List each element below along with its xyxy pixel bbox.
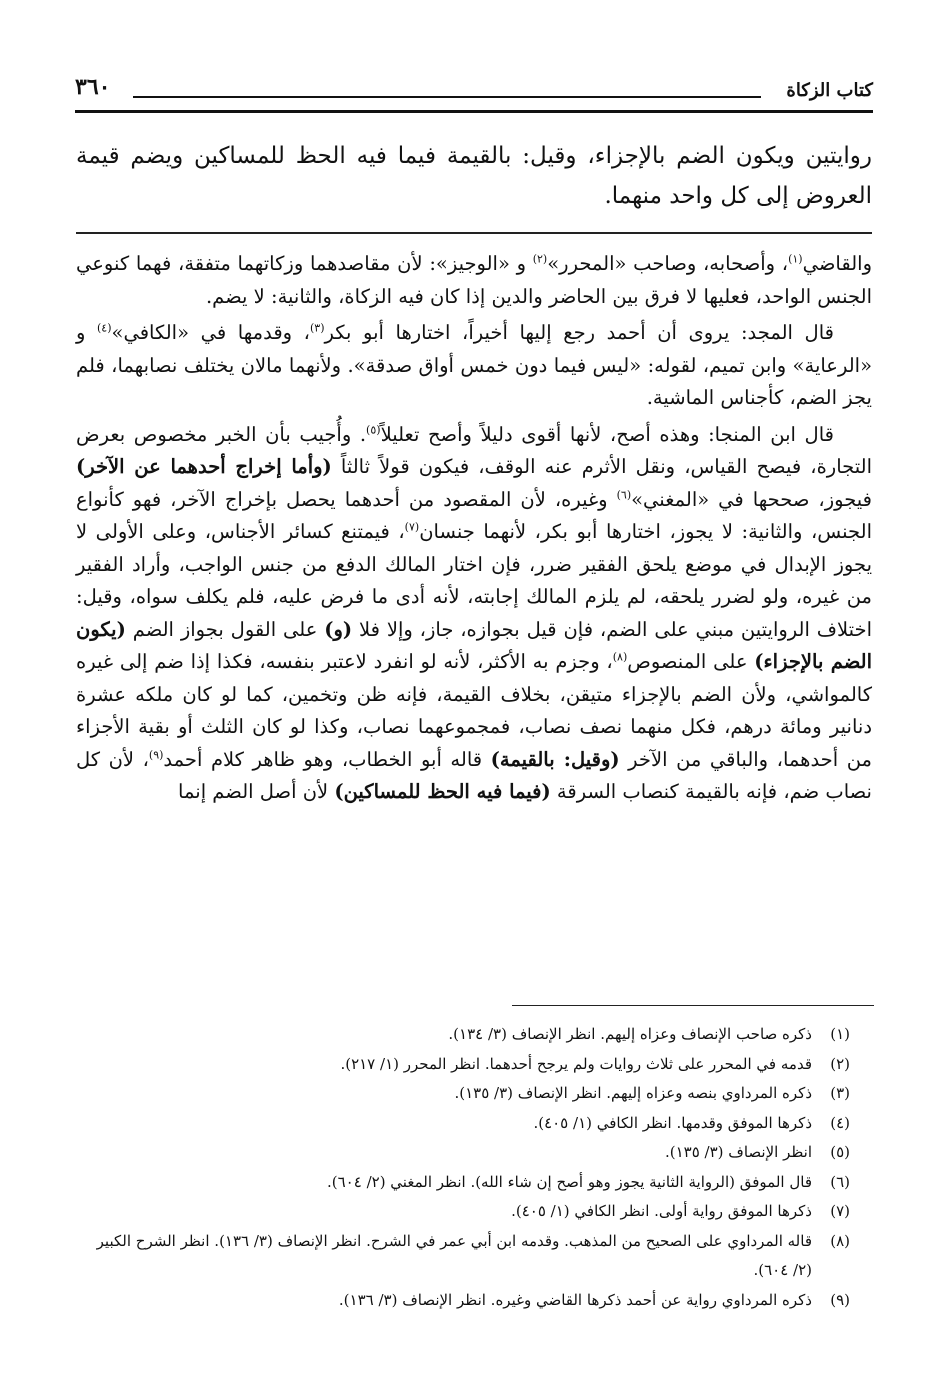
footnote-text: قدمه في المحرر على ثلاث روايات ولم يرجح أحدهما. انظر المحرر (١/ ٢١٧). xyxy=(340,1054,812,1073)
commentary-paragraph xyxy=(76,317,872,415)
commentary-segment: وغيره، لأن المقصود من أحدهما يحصل بإخراج الآخر، فهو كأنواع الجنس، والثانية: لا يجوز، اختارها أبو بكر، لأنهما جنسان xyxy=(76,487,873,543)
footnote-ref: (٢) xyxy=(532,252,548,266)
matn-divider xyxy=(76,232,872,234)
running-title: كتاب الزكاة xyxy=(786,80,873,101)
commentary-paragraph xyxy=(76,419,872,809)
commentary-segment: لأن أصل الضم إنما xyxy=(178,780,335,803)
footnote-ref: (٤) xyxy=(97,321,112,335)
commentary-segment: ، وأصحابه، وصاحب «المحرر» xyxy=(547,252,789,275)
commentary-segment: . وأُجيب بأن الخبر مخصوص بعرض التجارة، فيصح القياس، ونقل الأثرم عنه الوقف، فيكون قولاً ثالثاً xyxy=(76,422,872,478)
header-rule xyxy=(133,96,761,98)
footnote-number: (٢) xyxy=(830,1054,850,1073)
footnote-number: (٧) xyxy=(830,1202,850,1220)
page-number: ٣٦٠ xyxy=(75,74,111,100)
matn-quote: (و) xyxy=(324,617,353,641)
commentary-segment: قال المجد: يروى أن أحمد رجع إليها أخيراً، اختارها أبو بكر xyxy=(324,321,834,344)
footnote xyxy=(90,1227,850,1286)
footnote-number: (٥) xyxy=(830,1143,850,1161)
footnote-ref: (٧) xyxy=(404,520,420,534)
footnote-divider xyxy=(512,1005,874,1006)
matn-quote: (يكون الضم بالإجزاء) xyxy=(76,617,872,673)
commentary-paragraph xyxy=(76,248,872,313)
footnote-ref: (٦) xyxy=(616,488,632,501)
commentary-segment: قاله أبو الخطاب، وهو ظاهر كلام أحمد xyxy=(163,747,491,771)
footnote-number: (٦) xyxy=(830,1172,850,1191)
matn-quote: (فيما فيه الحظ للمساكين) xyxy=(334,780,551,803)
footnote xyxy=(90,1286,850,1316)
footnote xyxy=(90,1050,850,1080)
header-divider xyxy=(75,110,873,113)
commentary-segment: ، فيمتنع كسائر الأجناس، وعلى الأولى لا يجوز الإبدال في موضع يلحق الفقير ضرر، فإن اختار المالك الدفع من جنس الواجب، وأراد الفقير من غيره، ولو لضرر يلحقه، لم يلزم المالك إجابته، لأنه أدى ما فرض عليه، فلم يكلف سواه، وقيل: اختلاف الروايتين مبني على الضم، فإن قيل بجوازه، جاز، وإلا فلا xyxy=(76,520,872,641)
footnote xyxy=(90,1109,850,1139)
footnote-text: ذكره المرداوي رواية عن أحمد ذكرها القاضي وغيره. انظر الإنصاف (٣/ ١٣٦). xyxy=(338,1290,812,1309)
footnote-ref: (٣) xyxy=(309,321,325,335)
commentary-segment: ، وقدمها في «الكافي» xyxy=(111,321,310,344)
footnote-ref: (١) xyxy=(788,252,803,266)
commentary-segment: قال ابن المنجا: وهذه أصح، لأنها أقوى دليلاً وأصح تعليلاً xyxy=(380,422,834,446)
commentary-segment: والقاضي xyxy=(802,252,872,275)
commentary-segment: على القول بجواز الضم xyxy=(125,617,325,641)
matn-quote: (وقيل: بالقيمة) xyxy=(490,747,620,771)
footnotes xyxy=(90,1020,850,1315)
footnote-text: ذكره صاحب الإنصاف وعزاه إليهم. انظر الإنصاف (٣/ ١٣٤). xyxy=(448,1025,812,1043)
commentary-segment: فيجوز، صححها في «المغني» xyxy=(631,487,872,511)
footnote-number: (٨) xyxy=(830,1231,850,1250)
matn-text: روايتين ويكون الضم بالإجزاء، وقيل: بالقيمة فيما فيه الحظ للمساكين ويضم قيمة العروض إلى كل واحد منهما. xyxy=(76,143,872,209)
commentary-segment: ، لأن كل نصاب ضم، فإنه بالقيمة كنصاب السرقة xyxy=(76,747,872,803)
footnote-number: (٤) xyxy=(830,1113,850,1132)
footnote-number: (٩) xyxy=(830,1290,850,1309)
footnote xyxy=(90,1138,850,1168)
commentary-text xyxy=(76,248,872,813)
commentary-segment: و «الرعاية» وابن تميم، لقوله: «ليس فيما دون خمس أواق صدقة». ولأنهما مالان يختلف نصابهما، فلم يجز الضم، كأجناس الماشية. xyxy=(76,321,872,409)
footnote xyxy=(90,1079,850,1109)
footnote-text: انظر الإنصاف (٣/ ١٣٥). xyxy=(664,1143,812,1161)
footnote xyxy=(90,1168,850,1198)
page-header xyxy=(75,70,873,110)
footnote-number: (٣) xyxy=(830,1084,850,1102)
footnote-text: ذكرها الموفق وقدمها. انظر الكافي (١/ ٤٠٥). xyxy=(533,1113,812,1132)
matn-quote: (وأما إخراج أحدهما عن الآخر) xyxy=(76,455,332,478)
footnote-text: ذكرها الموفق رواية أولى. انظر الكافي (١/ ٤٠٥). xyxy=(511,1202,812,1220)
commentary-segment: ، وجزم به الأكثر، لأنه لو انفرد لاعتبر بنفسه، فكذا إذا ضم إلى غيره كالمواشي، ولأن الضم بالإجزاء متيقن، بخلاف القيمة، فإنه ظن وتخمين، كما لو كان ملكه عشرة دنانير ومائة درهم، فكل منهما نصف نصاب، فمجموعهما نصاب، وكذا لو كان الثلث أو بقية الأجزاء من أحدهما، والباقي من الآخر xyxy=(76,650,872,771)
commentary-segment: و «الوجيز»: لأن مقاصدهما وزكاتهما متفقة، فهما كنوعي الجنس الواحد، فعليها لا فرق بين الحاضر والدين إذا كان فيه الزكاة، والثانية: لا يضم. xyxy=(76,252,872,308)
footnote xyxy=(90,1020,850,1050)
footnote xyxy=(90,1197,850,1227)
footnote-ref: (٥) xyxy=(366,423,381,436)
footnote-text: قاله المرداوي على الصحيح من المذهب. وقدمه ابن أبي عمر في الشرح. انظر الإنصاف (٣/ ١٣٦). انظر الشرح الكبير (٢/ ٦٠٤). xyxy=(96,1231,812,1279)
commentary-segment: على المنصوص xyxy=(627,650,755,673)
footnote-number: (١) xyxy=(830,1025,850,1043)
footnote-text: ذكره المرداوي بنصه وعزاه إليهم. انظر الإنصاف (٣/ ١٣٥). xyxy=(454,1084,812,1102)
footnote-text: قال الموفق (الرواية الثانية يجوز وهو أصح إن شاء الله). انظر المغني (٢/ ٦٠٤). xyxy=(327,1172,812,1191)
footnote-ref: (٩) xyxy=(148,748,164,761)
footnote-ref: (٨) xyxy=(612,650,628,664)
